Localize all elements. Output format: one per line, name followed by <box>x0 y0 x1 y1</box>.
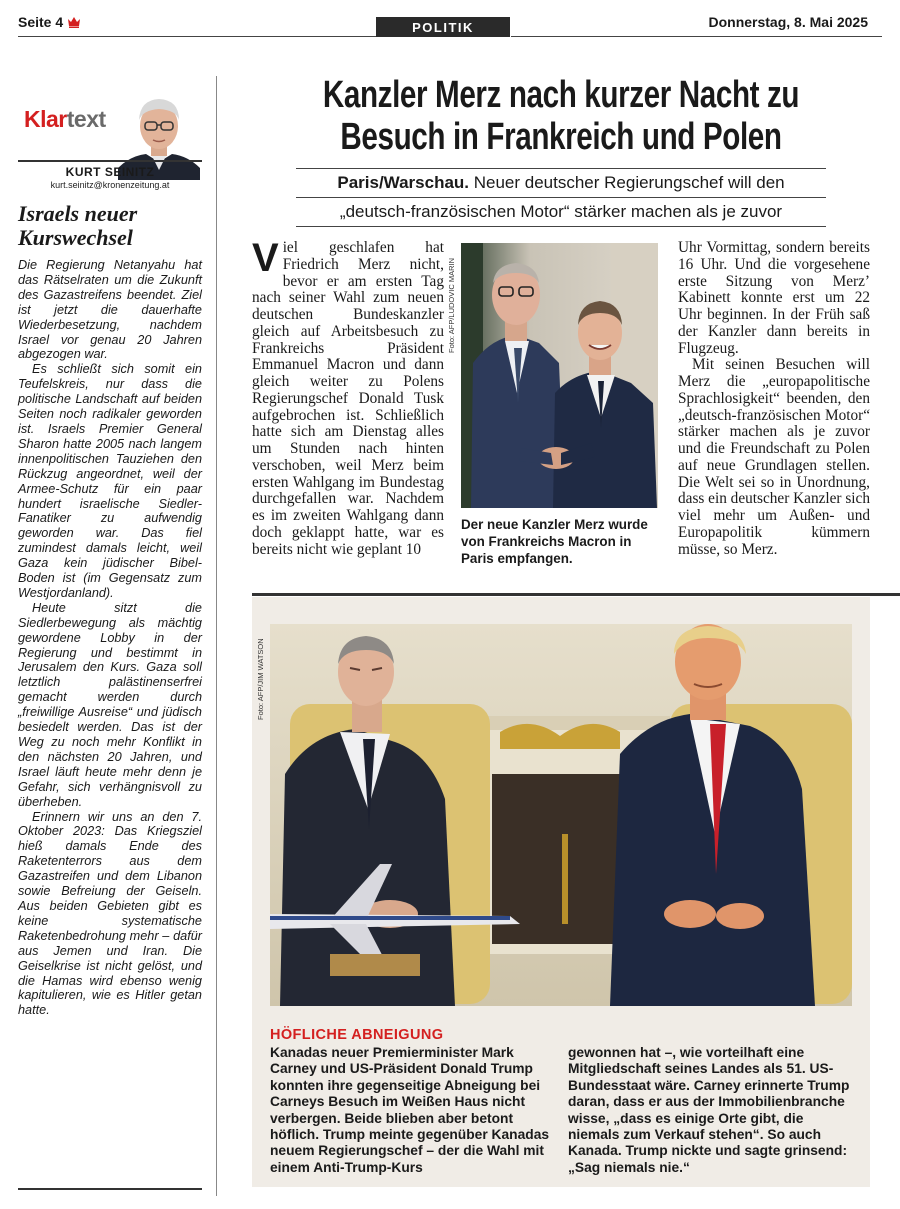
column-masthead <box>18 66 202 162</box>
page-number-text: Seite 4 <box>18 14 64 30</box>
author-name: KURT SEINITZ <box>65 165 155 179</box>
subline-rule-bottom <box>296 226 826 227</box>
header-rule-right <box>511 36 882 37</box>
article-paragraph: Mit seinen Besuchen will Merz die „europapolitische Sprachlosigkeit“ beenden, den „deutsch-französischen Motor“ stärker machen als je zuvor und die Freundschaft zu Polen auf neue Grundlagen stellen. Die Welt sei so in Unordnung, dass ein deutscher Kanzler sich viel mehr um Außen- und Europapolitik kümmern müsse, so Merz. <box>678 356 870 558</box>
dateline: Paris/Warschau. <box>337 173 470 192</box>
article-text-1: iel geschlafen hat Friedrich Merz nicht, bevor er am ersten Tag nach seiner Wahl zum neuen deutschen Bundeskanzler gleich auf Arbeitsbesuch zu Frankreichs Präsident Emmanuel Macron und dann gleich weiter zu Polens Regierungschef Donald Tusk aufgebrochen ist. Schließlich hatte sich am Dienstag alles um Stunden nach hinten verschoben, weil Merz beim ersten Wahlgang im Bundestag durchgefallen war. Nachdem es im zweiten Wahlgang dann doch geklappt hatte, war es bereits nicht wie geplant 10 <box>252 239 444 558</box>
headline-line-1: Kanzler Merz nach kurzer Nacht zu <box>322 74 800 116</box>
subline-line-2: „deutsch-französischen Motor“ stärker machen als je zuvor <box>339 202 783 221</box>
photo-credit: Foto: AFP/JIM WATSON <box>256 638 265 720</box>
column-paragraph: Es schließt sich somit ein Teufelskreis, nur dass die politische Landschaft auf beiden Seiten noch radikaler geworden ist. Israels Premier General Sharon hatte 2005 nach langem innenpolitischen Tauziehen den Rückzug angeordnet, weil der Armee-Schutz für ein paar hundert israelische Siedler-Fanatiker zu aufwendig geworden war. Das fiel zumindest damals leicht, weil Gaza kein jüdischer Bibel-Boden ist (im Gegensatz zum Westjordanland). <box>18 362 202 600</box>
article-subline <box>296 168 826 227</box>
issue-date: Donnerstag, 8. Mai 2025 <box>708 14 868 30</box>
carney-trump-photo <box>270 624 852 1006</box>
section-label: POLITIK <box>376 17 510 37</box>
column-paragraph: Erinnern wir uns an den 7. Oktober 2023: Das Kriegsziel hieß damals Ende des Raketenterrors aus dem Gazastreifen und dem Libanon sowie Befreiung der Geiseln. Aus beiden Gebieten gibt es keine systematische Raketenbedrohung mehr – dafür aus Jemen und Iran. Die Geiselkrise ist nicht gelöst, und die Hamas wird ebenso wenig kapitulieren, wie es Hitler getan hatte. <box>18 809 202 1018</box>
subline-line-1: Paris/Warschau. Neuer deutscher Regierungschef will den <box>337 173 785 192</box>
column-bottom-rule <box>18 1188 202 1190</box>
header-rule-left <box>18 36 376 37</box>
photo-credit: Foto: AFP/LUDOVIC MARIN <box>447 257 456 353</box>
article-headline <box>308 74 815 158</box>
author-email: kurt.seinitz@kronenzeitung.at <box>50 180 170 190</box>
drop-cap: V <box>252 236 279 280</box>
opinion-column <box>18 44 202 1194</box>
article-paragraph: Uhr Vormittag, sondern bereits 16 Uhr. Und die vorgesehene erste Sitzung von Merz’ Kabinett konnte erst um 22 Uhr beginnen. In der Früh saß der Kanzler dann bereits in Flugzeug. <box>678 239 870 357</box>
column-paragraph: Die Regierung Netanyahu hat das Rätselraten um die Zukunft des Gazastreifens beendet. Ziel ist jetzt die dauerhafte Wiederbesetzung, nachdem Israel vor genau 20 Jahren abgezogen war. <box>18 258 202 362</box>
column-paragraph: Heute sitzt die Siedlerbewegung als mächtig gewordene Lobby in der Regierung und bestimmt in Jerusalem den Kurs. Gaza soll letztlich palästinenserfrei gemacht werden durch „freiwillige Ausreise“ und jüdisch besiedelt werden. Das ist der Weg zu noch mehr Konflikt in den nächsten 20 Jahren, und Israel läuft heute mehr denn je Gefahr, sich verhängnisvoll zu überheben. <box>18 600 202 809</box>
page-number <box>18 14 81 30</box>
article-column-2 <box>678 240 870 558</box>
column-title: Israels neuer Kurswechsel <box>18 201 138 250</box>
column-divider <box>216 76 217 1196</box>
headline-line-2: Besuch in Frankreich und Polen <box>340 116 782 158</box>
photo-box-text-1: Kanadas neuer Premierminister Mark Carney und US-Präsident Donald Trump konnten ihre gegenseitige Abneigung bei Carneys Besuch im Weißen Haus nicht verbergen. Beide blieben aber betont höflich. Trump meinte gegenüber Kanadas neuem Regierungschef – der die Wahl mit einem Anti-Trump-Kurs <box>270 1045 550 1175</box>
crown-icon <box>67 16 81 28</box>
merz-macron-photo <box>461 243 658 508</box>
column-body <box>18 258 202 1018</box>
column-brand: Klartext <box>24 106 106 132</box>
photo-box-text-2: gewonnen hat –, wie vorteilhaft eine Mitgliedschaft seines Landes als 51. US-Bundesstaat wäre. Carney erinnerte Trump daran, dass er aus der Immobilienbranche wisse, „dass es einige Orte gibt, die niemals zum Verkauf stehen“. So auch Kanada. Trump nickte und sagte grinsend: „Sag niemals nie.“ <box>568 1045 850 1175</box>
photo-box-rule <box>252 593 900 596</box>
article-column-1 <box>252 236 444 558</box>
photo-caption: Der neue Kanzler Merz wurde von Frankreichs Macron in Paris empfangen. <box>461 517 648 566</box>
author-rule <box>18 160 202 162</box>
photo-box-kicker: HÖFLICHE ABNEIGUNG <box>270 1027 444 1043</box>
